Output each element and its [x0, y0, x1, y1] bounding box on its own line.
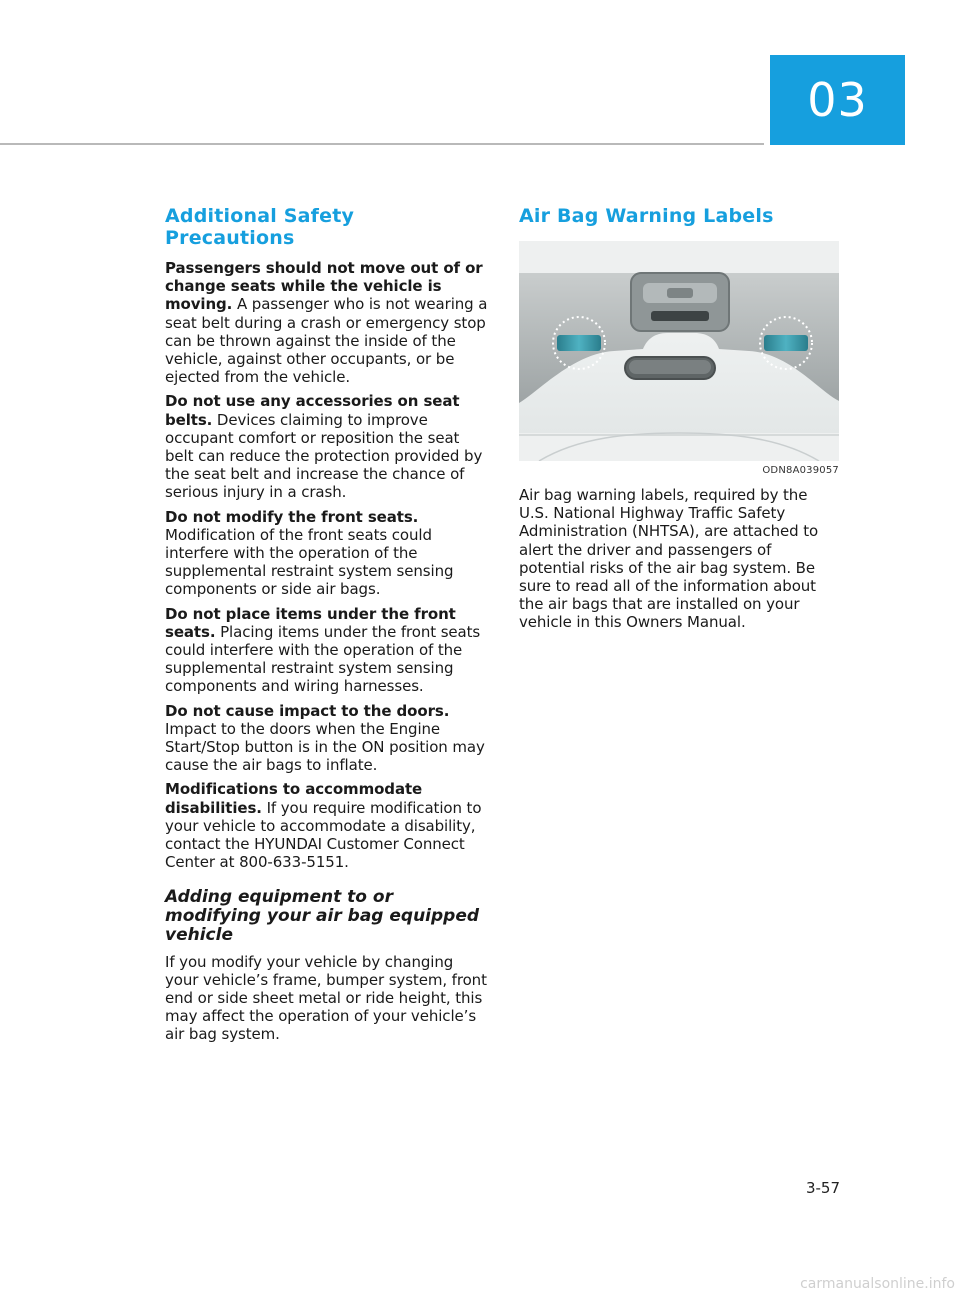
paragraph-body: If you require modification to your vehicle to accommodate a disability, contact the HYUNDAI Customer Connect Center at 800-633-5151.	[165, 798, 482, 872]
left-column	[165, 205, 490, 1050]
paragraph-disabilities	[165, 780, 490, 871]
chapter-tab: 03	[770, 55, 905, 145]
paragraph-body: A passenger who is not wearing a seat belt during a crash or emergency stop can be thrown against the inside of the vehicle, against other occupants, or be ejected from the vehicle.	[165, 295, 488, 387]
paragraph-body: Modification of the front seats could interfere with the operation of the supplemental restraint system sensing components or side air bags.	[165, 525, 454, 599]
paragraph-warning-labels: Air bag warning labels, required by the U.S. National Highway Traffic Safety Administration (NHTSA), are attached to alert the driver and passengers of potential risks of the air bag system. Be sure to read all of the information about the air bags that are installed on your vehicle in this Owners Manual.	[519, 486, 819, 632]
paragraph-seat-belt-accessories	[165, 392, 490, 501]
paragraph-door-impact	[165, 702, 490, 775]
paragraph-body: Placing items under the front seats could interfere with the operation of the supplemental restraint system sensing components and wiring harnesses.	[165, 622, 481, 696]
paragraph-lead: Do not modify the front seats.	[165, 507, 419, 526]
paragraph-modify-vehicle: If you modify your vehicle by changing your vehicle’s frame, bumper system, front end or side sheet metal or ride height, this may affect the operation of your vehicle’s air bag system.	[165, 952, 487, 1044]
paragraph-modify-seats	[165, 508, 490, 599]
watermark: carmanualsonline.info	[800, 1276, 955, 1292]
page-number: 3-57	[805, 1179, 840, 1197]
paragraph-passengers	[165, 259, 490, 386]
paragraph-body: Impact to the doors when the Engine Start/Stop button is in the ON position may cause the air bags to inflate.	[165, 719, 485, 775]
left-warning-label	[557, 335, 601, 351]
paragraph-lead: Modifications to accommodate disabilities.	[165, 780, 423, 817]
section-title-warning-labels: Air Bag Warning Labels	[519, 205, 774, 227]
paragraph-lead: Do not place items under the front seats.	[165, 604, 456, 641]
paragraph-lead: Passengers should not move out of or change seats while the vehicle is moving.	[165, 259, 483, 314]
paragraph-items-under-seats	[165, 605, 490, 696]
headliner-illustration	[519, 241, 839, 461]
section-title-safety-precautions: Additional Safety Precautions	[165, 205, 355, 249]
paragraph-body: Devices claiming to improve occupant comfort or reposition the seat belt can reduce the protection provided by the seat belt and increase the chance of serious injury in a crash.	[165, 410, 483, 502]
air-bag-label-figure	[519, 241, 839, 461]
subheading-modifying-vehicle: Adding equipment to or modifying your air bag equipped vehicle	[165, 886, 480, 945]
paragraph-lead: Do not use any accessories on seat belts.	[165, 392, 460, 429]
figure-code: ODN8A039057	[762, 465, 839, 476]
header-rule	[0, 143, 764, 145]
right-warning-label	[764, 335, 808, 351]
paragraph-lead: Do not cause impact to the doors.	[165, 701, 450, 720]
right-column	[519, 205, 839, 638]
